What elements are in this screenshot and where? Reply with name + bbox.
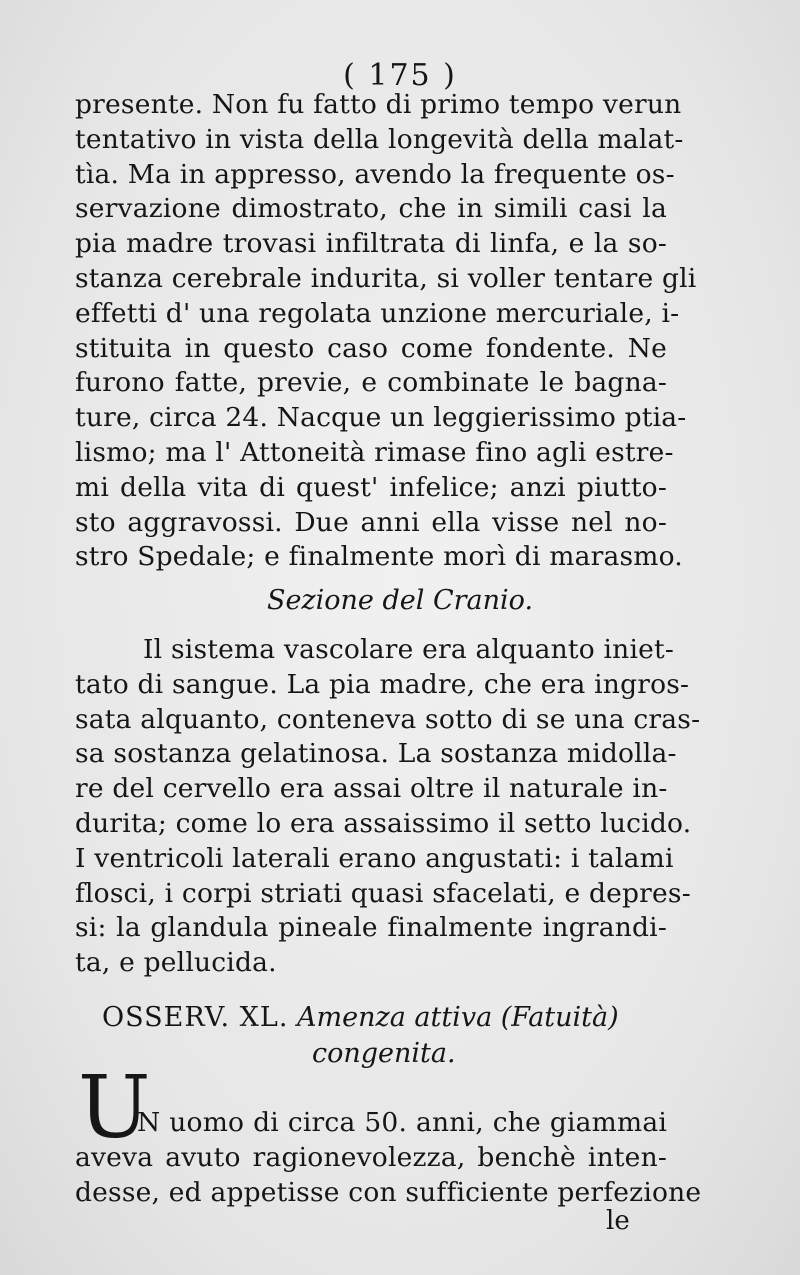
observation-subtitle: congenita. bbox=[312, 1038, 456, 1069]
text-line: ta, e pellucida. bbox=[75, 947, 277, 979]
text-line: durita; come lo era assaissimo il setto lucido. bbox=[75, 807, 692, 839]
text-line: Il sistema vascolare era alquanto iniet- bbox=[143, 634, 675, 665]
text-line: sto aggravossi. Due anni ella visse nel no- bbox=[75, 506, 667, 538]
text-line: I ventricoli laterali erano angustati: i talami bbox=[75, 842, 674, 874]
observation-heading bbox=[102, 1002, 662, 1033]
text-line: presente. Non fu fatto di primo tempo verun bbox=[75, 89, 682, 120]
drop-cap-letter: U bbox=[78, 1058, 151, 1158]
text-line: servazione dimostrato, che in simili casi la bbox=[75, 193, 667, 225]
text-line: sata alquanto, conteneva sotto di se una cras- bbox=[75, 703, 701, 735]
observation-title: Amenza attiva (Fatuità) bbox=[297, 1002, 619, 1033]
page-number: ( 175 ) bbox=[343, 58, 457, 93]
text-line: aveva avuto ragionevolezza, benchè inten- bbox=[75, 1141, 667, 1173]
observation-number: OSSERV. XL. bbox=[102, 1002, 289, 1033]
text-line: sa sostanza gelatinosa. La sostanza midolla- bbox=[75, 738, 677, 770]
text-line: stro Spedale; e finalmente morì di marasmo. bbox=[75, 541, 683, 573]
text-line: pia madre trovasi infiltrata di linfa, e la so- bbox=[75, 228, 667, 260]
text-line: furono fatte, previe, e combinate le bagna- bbox=[75, 367, 667, 399]
text-line: tìa. Ma in appresso, avendo la frequente os- bbox=[75, 158, 675, 190]
text-line: re del cervello era assai oltre il naturale in- bbox=[75, 773, 668, 805]
text-line: si: la glandula pineale finalmente ingrandi- bbox=[75, 912, 667, 944]
paragraph-autopsy bbox=[75, 633, 701, 981]
text-line: tato di sangue. La pia madre, che era ingros- bbox=[75, 668, 690, 700]
text-line: mi della vita di quest' infelice; anzi piutto- bbox=[75, 471, 667, 503]
paragraph-observation bbox=[75, 1106, 702, 1210]
paragraph-case-history bbox=[75, 88, 697, 575]
text-line: effetti d' una regolata unzione mercuriale, i- bbox=[75, 297, 680, 329]
section-heading: Sezione del Cranio. bbox=[266, 585, 534, 616]
catchword: le bbox=[606, 1206, 630, 1236]
text-line: N uomo di circa 50. anni, che giammai bbox=[137, 1107, 667, 1138]
text-line: flosci, i corpi striati quasi sfacelati, e depres- bbox=[75, 877, 691, 909]
text-line: desse, ed appetisse con sufficiente perfezione bbox=[75, 1176, 702, 1208]
text-line: tentativo in vista della longevità della malat- bbox=[75, 123, 684, 155]
text-line: stanza cerebrale indurita, si voller tentare gli bbox=[75, 262, 697, 294]
text-line: stituita in questo caso come fondente. Ne bbox=[75, 332, 667, 364]
text-line: ture, circa 24. Nacque un leggierissimo ptia- bbox=[75, 402, 687, 434]
text-line: lismo; ma l' Attoneità rimase fino agli estre- bbox=[75, 436, 674, 468]
